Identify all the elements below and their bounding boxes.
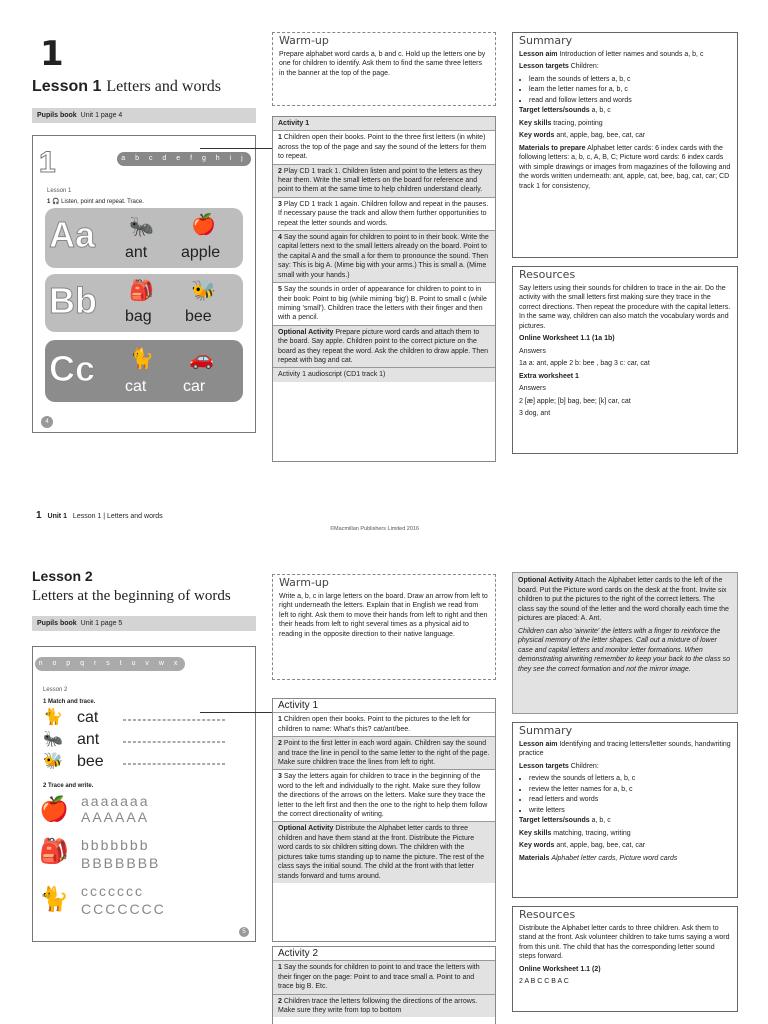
activity1-item-2: 2 Point to the first letter in each word again. Children say the sound and trace the line in pencil to the same letter to the right of the page. Make sure children trace the lines from left to right. <box>273 737 495 770</box>
materials: Materials to prepare Alphabet letter cards: 6 index cards with the following letters: a, b, c, A, B, C; Picture word cards: 6 index cards with simple drawings or images from magazines of the following and the words written underneath: ant, apple, cat, bee, bag, cat, car; CD track 1 for consistency, <box>519 144 731 190</box>
lesson2-optional-right: Optional Activity Attach the Alphabet letter cards to the left of the board. Put the Picture word cards on the desk at the front. Invite six children to put the pictures to the right of the correct letters. The class say the sound of the letter and the word chorally each time the pictures are placed: A. Ant. Children can also 'airwrite' the letters with a finger to reinforce the physical memory of the letter shapes. Call out a mixture of lower case and capital letters and monitor letter formations. When demonstrating airwriting remember to keep your back to the class so they see the correct formation and not the mirror image. <box>512 572 738 714</box>
lesson2-title: Letters at the beginning of words <box>32 588 231 604</box>
match-word-3: bee <box>77 753 104 770</box>
activity-item-3: 3 Play CD 1 track 1 again. Children follow and repeat in the pauses. If necessary pause the track and allow them further opportunities to repeat the letter sounds and words. <box>273 198 495 231</box>
lesson1-resources <box>512 266 738 454</box>
trace-row: bbbbbbb <box>81 837 150 853</box>
page2-lesson-label: Lesson 2 <box>43 687 68 693</box>
alphabet-banner: a b c d e f g h i j k l m <box>117 152 251 166</box>
trace-row: CCCCCCC <box>81 901 166 917</box>
target-letters: Target letters/sounds a, b, c <box>519 107 611 114</box>
pupils-book-label: Pupils book <box>37 112 77 119</box>
bee-icon: 🐝 <box>191 280 216 302</box>
copyright: ©Macmillan Publishers Limited 2016 <box>330 526 420 532</box>
trace-row: BBBBBBB <box>81 855 161 871</box>
summary-title: Summary <box>519 724 573 737</box>
online-answers: 1a a: ant, apple 2 b: bee , bag 3 c: car, cat <box>519 360 650 367</box>
extra-worksheet-title[interactable]: Extra worksheet 1 <box>519 372 579 380</box>
key-words: Key words ant, apple, bag, bee, cat, car <box>519 842 646 849</box>
audioscript-link[interactable]: Activity 1 audioscript (CD1 track 1) <box>273 368 495 381</box>
row-b-word-1: bag <box>125 308 152 325</box>
target-item: • read letters and words <box>529 795 731 805</box>
target-letters: Target letters/sounds a, b, c <box>519 817 611 824</box>
targets-list <box>519 75 731 106</box>
lesson-aim: Lesson aim Introduction of letter names and sounds a, b, c <box>519 50 704 58</box>
cat-icon: 🐈 <box>43 709 63 726</box>
lesson2-book-page <box>32 646 256 942</box>
connector-line <box>200 712 274 713</box>
target-item: • learn the sounds of letters a, b, c <box>529 75 731 85</box>
row-a-letters: Aa <box>49 214 96 255</box>
lesson-targets: Lesson targets Children: <box>519 63 599 70</box>
extra-answer-2: 3 dog, ant <box>519 410 551 417</box>
pupils-unit: Unit 1 page 4 <box>80 112 123 119</box>
ant-icon: 🐜 <box>43 731 63 748</box>
lesson2-pupils-bar: Pupils book Unit 1 page 5 <box>32 616 256 631</box>
row-b-letters: Bb <box>49 280 97 321</box>
headphones-icon: 🎧 <box>52 199 60 205</box>
activity-item-5: 5 Say the sounds in order of appearance for children to point to in their book: Point to big (while miming 'big') B. Point to small c (while miming 'small'). Children trace the letters with their finger and then with a pencil. <box>273 283 495 326</box>
warmup-title: Warm-up <box>279 576 329 589</box>
page-footer: 1 Unit 1 Lesson 1 | Letters and words <box>36 510 163 521</box>
bee-icon: 🐝 <box>43 753 63 770</box>
page-big-number: 1 <box>39 146 56 179</box>
warmup-text: Write a, b, c in large letters on the board. Draw an arrow from left to right underneath the letters. Explain that in English we read from left to right. Ask them to move their hands from left to right and then their heads from left to right several times as a physical aid to reading in the opposite direction to their native language. <box>279 592 488 638</box>
lesson1-warmup <box>272 32 496 106</box>
materials: Materials Alphabet letter cards, Picture word cards <box>519 854 678 862</box>
lesson2-activity2 <box>272 946 496 1024</box>
page-instruction <box>47 198 144 205</box>
targets-list <box>519 774 731 815</box>
page-lesson-label: Lesson 1 <box>47 188 72 194</box>
lesson-aim: Lesson aim Identifying and tracing letters/letter sounds, handwriting practice <box>519 740 731 757</box>
target-item: • read and follow letters and words <box>529 96 731 106</box>
lesson2-label: Lesson 2 <box>32 568 93 584</box>
activity-item-4: 4 Say the sound again for children to point to in their book. Write the capital letters next to the small letters already on the board. Point to the capital A and the small a for them to pronounce the sound. Then say: This is big A. (Mime big with your arms.) This is small a. (Mime small with your hands.) <box>273 231 495 283</box>
lesson1-title <box>32 78 221 96</box>
activity1-optional: Optional Activity Distribute the Alphabet letter cards to three children and have them stand at the front. Distribute the Picture word cards to six children sitting down. The children with the pictures take turns standing up to name the picture. The rest of the class says the initial sound. The child at the front with that letter stands forward and turns around. <box>273 822 495 882</box>
lesson1-pupils-bar <box>32 108 256 123</box>
connector-line <box>200 148 274 149</box>
lesson1-label: Lesson 1 <box>32 78 102 95</box>
row-b-word-2: bee <box>185 308 212 325</box>
trace-row: aaaaaaa <box>81 793 150 809</box>
trace-line <box>123 741 225 743</box>
warmup-title: Warm-up <box>279 34 329 47</box>
online-worksheet-title[interactable]: Online Worksheet 1.1 (1a 1b) <box>519 335 615 342</box>
lesson1-title-text: Letters and words <box>106 78 221 95</box>
row-c-letters: Cc <box>49 348 96 389</box>
activity2-title: Activity 2 <box>273 947 495 961</box>
apple-icon: 🍎 <box>191 214 216 236</box>
row-a-word-1: ant <box>125 244 148 261</box>
warmup-text: Prepare alphabet word cards a, b and c. Hold up the letters one by one for children to identify. Ask them to find the same three letters in the banner at the top of the page. <box>279 50 486 77</box>
exercise2-label: 2 Trace and write. <box>43 783 94 789</box>
row-a-word-2: apple <box>181 244 221 261</box>
activity2-item-1: 1 Say the sounds for children to point to and trace the letters with their finger on the page: Point to and trace small a. Point to and trace big B. Etc. <box>273 961 495 994</box>
extra-answer-1: 2 [æ] apple; [b] bag, bee; [k] car, cat <box>519 397 631 405</box>
cat-icon: 🐈 <box>39 886 69 913</box>
lesson2-summary <box>512 722 738 898</box>
online-answers: 2 A B C C B A C <box>519 978 569 985</box>
activity-item-2: 2 Play CD 1 track 1. Children listen and point to the letters as they hear them. Write the small letters on the board for reference and point to them at the same time to help children understand clearly. <box>273 165 495 198</box>
activity1-item-1: 1 Children open their books. Point to the pictures to the left for children to name: What's this? cat/ant/bee. <box>273 713 495 737</box>
activity2-item-2: 2 Children trace the letters following the directions of the arrows. Make sure they write from top to bottom <box>273 995 495 1018</box>
cat-icon: 🐈 <box>129 348 154 370</box>
ant-icon: 🐜 <box>129 216 154 238</box>
page-number-badge: 5 <box>239 927 249 937</box>
key-skills: Key skills matching, tracing, writing <box>519 829 631 837</box>
row-c-word-1: cat <box>125 378 147 395</box>
resources-text: Say letters using their sounds for children to trace in the air. Do the activity with the small letters first making sure they trace in the correct directions. Then repeat the procedure with the capital letters. In the same way, children can also match the vocabulary words and pictures. <box>519 284 731 330</box>
bag-icon: 🎒 <box>129 280 154 302</box>
alphabet-banner-2: n o p q r s t u v w x y z <box>35 657 185 671</box>
resources-title: Resources <box>519 908 576 921</box>
online-worksheet-title[interactable]: Online Worksheet 1.1 (2) <box>519 965 601 973</box>
match-word-2: ant <box>77 731 100 748</box>
online-answers-label: Answers <box>519 347 546 355</box>
lesson1-number: 1 <box>40 34 64 74</box>
row-c-word-2: car <box>183 378 206 395</box>
bag-icon: 🎒 <box>39 838 69 865</box>
lesson2-resources <box>512 906 738 1012</box>
instruction-text: Listen, point and repeat. Trace. <box>61 199 144 205</box>
lesson1-activity <box>272 116 496 462</box>
target-item: • review the sounds of letters a, b, c <box>529 774 731 784</box>
resources-title: Resources <box>519 268 576 281</box>
lesson2-warmup <box>272 574 496 680</box>
activity1-title: Activity 1 <box>273 699 495 713</box>
optional-activity: Optional Activity Prepare picture word cards and attach them to the board. Say apple. Children point to the correct picture on the board as they repeat the word. Ask the children to draw apple. Then repeat with bag and cat. <box>273 326 495 369</box>
lesson1-book-page <box>32 135 256 433</box>
target-item: • learn the letter names for a, b, c <box>529 85 731 95</box>
trace-line <box>123 763 225 765</box>
activity-title: Activity 1 <box>273 117 495 131</box>
lesson2-activity1 <box>272 698 496 942</box>
key-words: Key words ant, apple, bag, bee, cat, car <box>519 132 646 139</box>
airwrite-note: Children can also 'airwrite' the letters with a finger to reinforce the physical memory of the letter shapes. Call out a mixture of lower case and capital letters and monitor letter formations. When demonstrating airwriting remember to keep your back to the class so they see the correct formation and not the mirror image. <box>518 627 731 673</box>
page-number-badge: 4 <box>41 416 53 428</box>
activity1-item-3: 3 Say the letters again for children to trace in the beginning of the word to the left and individually to the right. Make sure they follow the directions of the arrows on the letters. Make sure they trace the letter to the left first and then the one to the right to help them follow the correct directionality of writing. <box>273 770 495 822</box>
target-item: • review the letter names for a, b, c <box>529 785 731 795</box>
summary-title: Summary <box>519 34 573 47</box>
car-icon: 🚗 <box>189 348 214 370</box>
extra-answers-label: Answers <box>519 385 546 392</box>
trace-row: ccccccc <box>81 883 144 899</box>
instruction-num: 1 <box>47 199 51 205</box>
apple-icon: 🍎 <box>39 796 69 823</box>
trace-line <box>123 719 225 721</box>
match-word-1: cat <box>77 709 99 726</box>
lesson-targets: Lesson targets Children: <box>519 762 599 770</box>
key-skills: Key skills tracing, pointing <box>519 119 603 127</box>
resources-text: Distribute the Alphabet letter cards to three children. Ask them to stand at the front. Ask volunteer children to take turns saying a word from this unit. The child that has the corresponding letter sound steps forward. <box>519 924 730 960</box>
exercise1-label: 1 Match and trace. <box>43 699 96 705</box>
trace-row: AAAAAA <box>81 809 150 825</box>
lesson1-summary <box>512 32 738 258</box>
activity-item-1: 1 Children open their books. Point to the three first letters (in white) across the top of the page and say the sound of the letters for them to repeat. <box>273 131 495 164</box>
target-item: • write letters <box>529 806 731 816</box>
